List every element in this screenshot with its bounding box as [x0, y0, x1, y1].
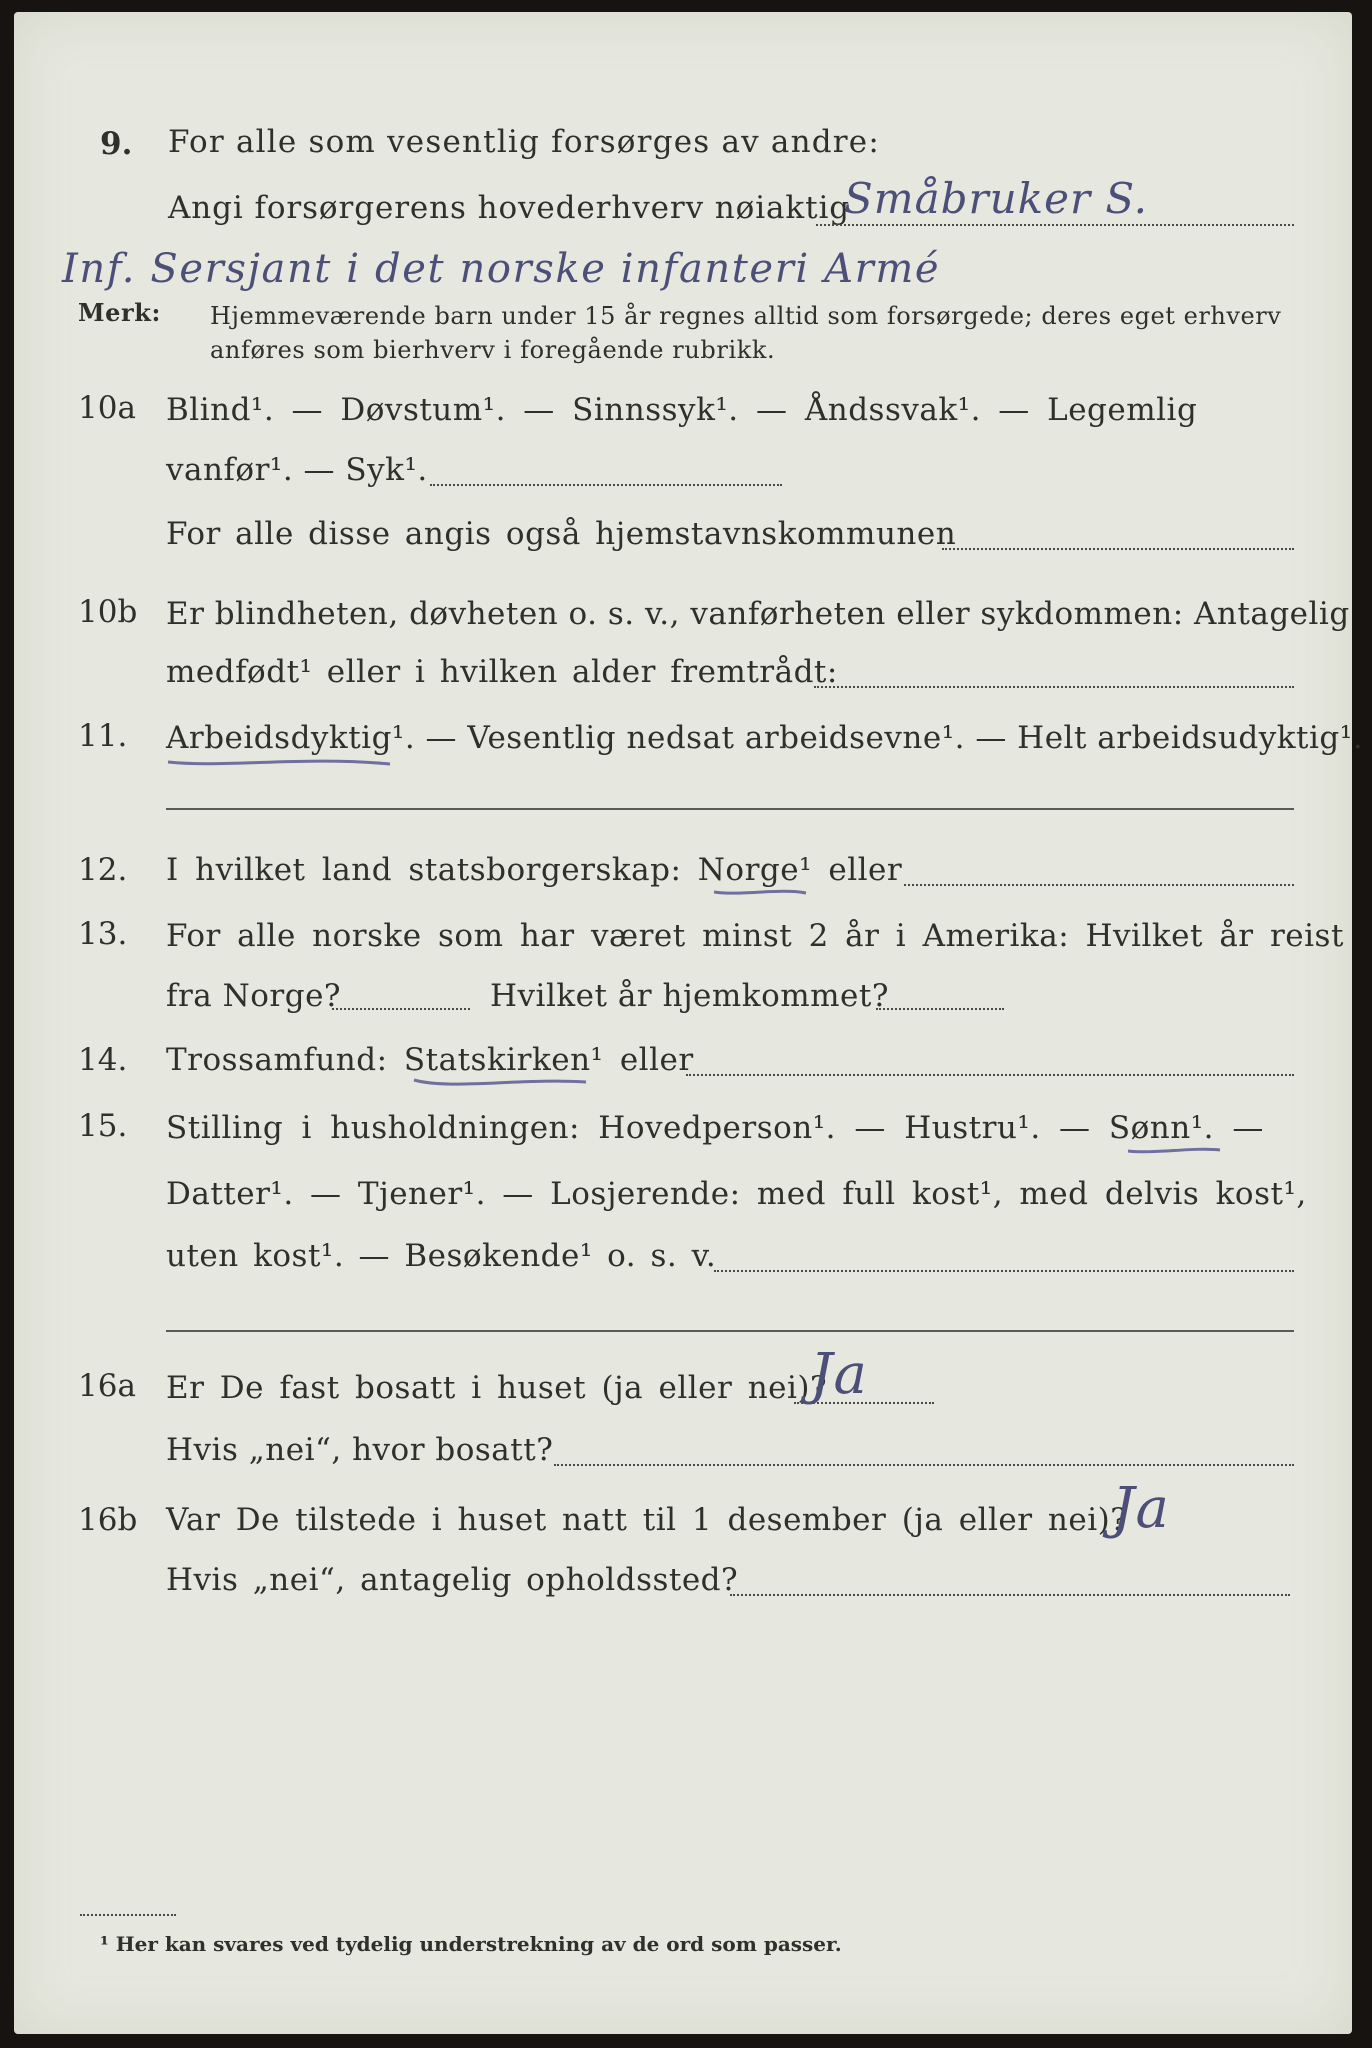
q10a-syk-line	[430, 484, 782, 486]
q10a-line3: For alle disse angis også hjemstavnskommunen	[166, 516, 957, 552]
q15-extra-line	[166, 1330, 1294, 1332]
q10a-number: 10a	[78, 390, 136, 426]
merk-line2: anføres som bierhverv i foregående rubrikk.	[210, 336, 776, 364]
q15-answer-line	[714, 1270, 1294, 1272]
q10b-number: 10b	[78, 594, 138, 630]
q16b-answer-handwritten: Ja	[1112, 1476, 1170, 1541]
q15-underline-mark	[1124, 1142, 1224, 1160]
footnote: ¹ Her kan svares ved tydelig understrekning av de ord som passer.	[100, 1932, 842, 1956]
q14-answer-line	[686, 1074, 1294, 1076]
merk-line1: Hjemmeværende barn under 15 år regnes alltid som forsørgede; deres eget erhverv	[210, 302, 1282, 330]
q12-number: 12.	[78, 852, 128, 888]
q12-line1: I hvilket land statsborgerskap: Norge¹ eller	[166, 852, 903, 888]
q15-line3: uten kost¹. — Besøkende¹ o. s. v.	[166, 1238, 717, 1274]
q16b-number: 16b	[78, 1502, 138, 1538]
q16a-number: 16a	[78, 1368, 136, 1404]
q13-line1: For alle norske som har været minst 2 år i Amerika: Hvilket år reist	[166, 918, 1344, 954]
q16b-line2: Hvis „nei“, antagelig opholdssted?	[166, 1562, 739, 1598]
q14-number: 14.	[78, 1042, 128, 1078]
q10b-answer-line	[814, 686, 1294, 688]
q13-line2a: fra Norge?	[166, 978, 342, 1014]
q15-line1: Stilling i husholdningen: Hovedperson¹. — Hustru¹. — Sønn¹. —	[166, 1110, 1264, 1146]
q16a-answer-handwritten: Ja	[810, 1342, 868, 1407]
q16a-bosatt-line	[554, 1464, 1294, 1466]
q9-answer-continued-handwritten: Inf. Sersjant i det norske infanteri Armé	[62, 246, 941, 292]
q13-reist-line	[332, 1008, 470, 1010]
q11-number: 11.	[78, 718, 128, 754]
q16b-opholdssted-line	[730, 1594, 1290, 1596]
q15-number: 15.	[78, 1108, 128, 1144]
q12-underline-mark	[710, 884, 810, 902]
q11-answer-line	[166, 808, 1294, 810]
q9-answer-handwritten: Småbruker S.	[844, 174, 1149, 223]
q15-line2: Datter¹. — Tjener¹. — Losjerende: med full kost¹, med delvis kost¹,	[166, 1176, 1307, 1212]
q13-line2b: Hvilket år hjemkommet?	[490, 978, 889, 1014]
q10a-line2: vanfør¹. — Syk¹.	[166, 452, 428, 488]
q11-line1: Arbeidsdyktig¹. — Vesentlig nedsat arbeidsevne¹. — Helt arbeidsudyktig¹.	[166, 720, 1364, 756]
q10b-line2: medfødt¹ eller i hvilken alder fremtrådt:	[166, 654, 838, 690]
footnote-separator	[80, 1914, 176, 1916]
q10b-line1: Er blindheten, døvheten o. s. v., vanførheten eller sykdommen: Antagelig	[166, 596, 1350, 632]
q9-answer-line	[816, 224, 1294, 226]
census-form-page	[14, 12, 1364, 2034]
q16b-line1: Var De tilstede i huset natt til 1 desember (ja eller nei)?	[166, 1502, 1128, 1538]
q13-number: 13.	[78, 916, 128, 952]
q12-answer-line	[904, 884, 1294, 886]
q14-underline-mark	[410, 1072, 590, 1094]
q9-line2: Angi forsørgerens hovederhverv nøiaktig	[168, 190, 851, 226]
q14-line1: Trossamfund: Statskirken¹ eller	[166, 1042, 694, 1078]
q10a-kommune-line	[942, 548, 1294, 550]
q16a-line2: Hvis „nei“, hvor bosatt?	[166, 1432, 554, 1468]
q16a-line1: Er De fast bosatt i huset (ja eller nei)?	[166, 1370, 828, 1406]
merk-label: Merk:	[78, 298, 161, 327]
q9-line1: For alle som vesentlig forsørges av andre:	[168, 124, 880, 160]
q10a-line1: Blind¹. — Døvstum¹. — Sinnssyk¹. — Åndssvak¹. — Legemlig	[166, 392, 1198, 428]
q9-number: 9.	[100, 126, 133, 162]
q11-underline-mark	[164, 752, 394, 774]
q13-hjemkommet-line	[876, 1008, 1004, 1010]
